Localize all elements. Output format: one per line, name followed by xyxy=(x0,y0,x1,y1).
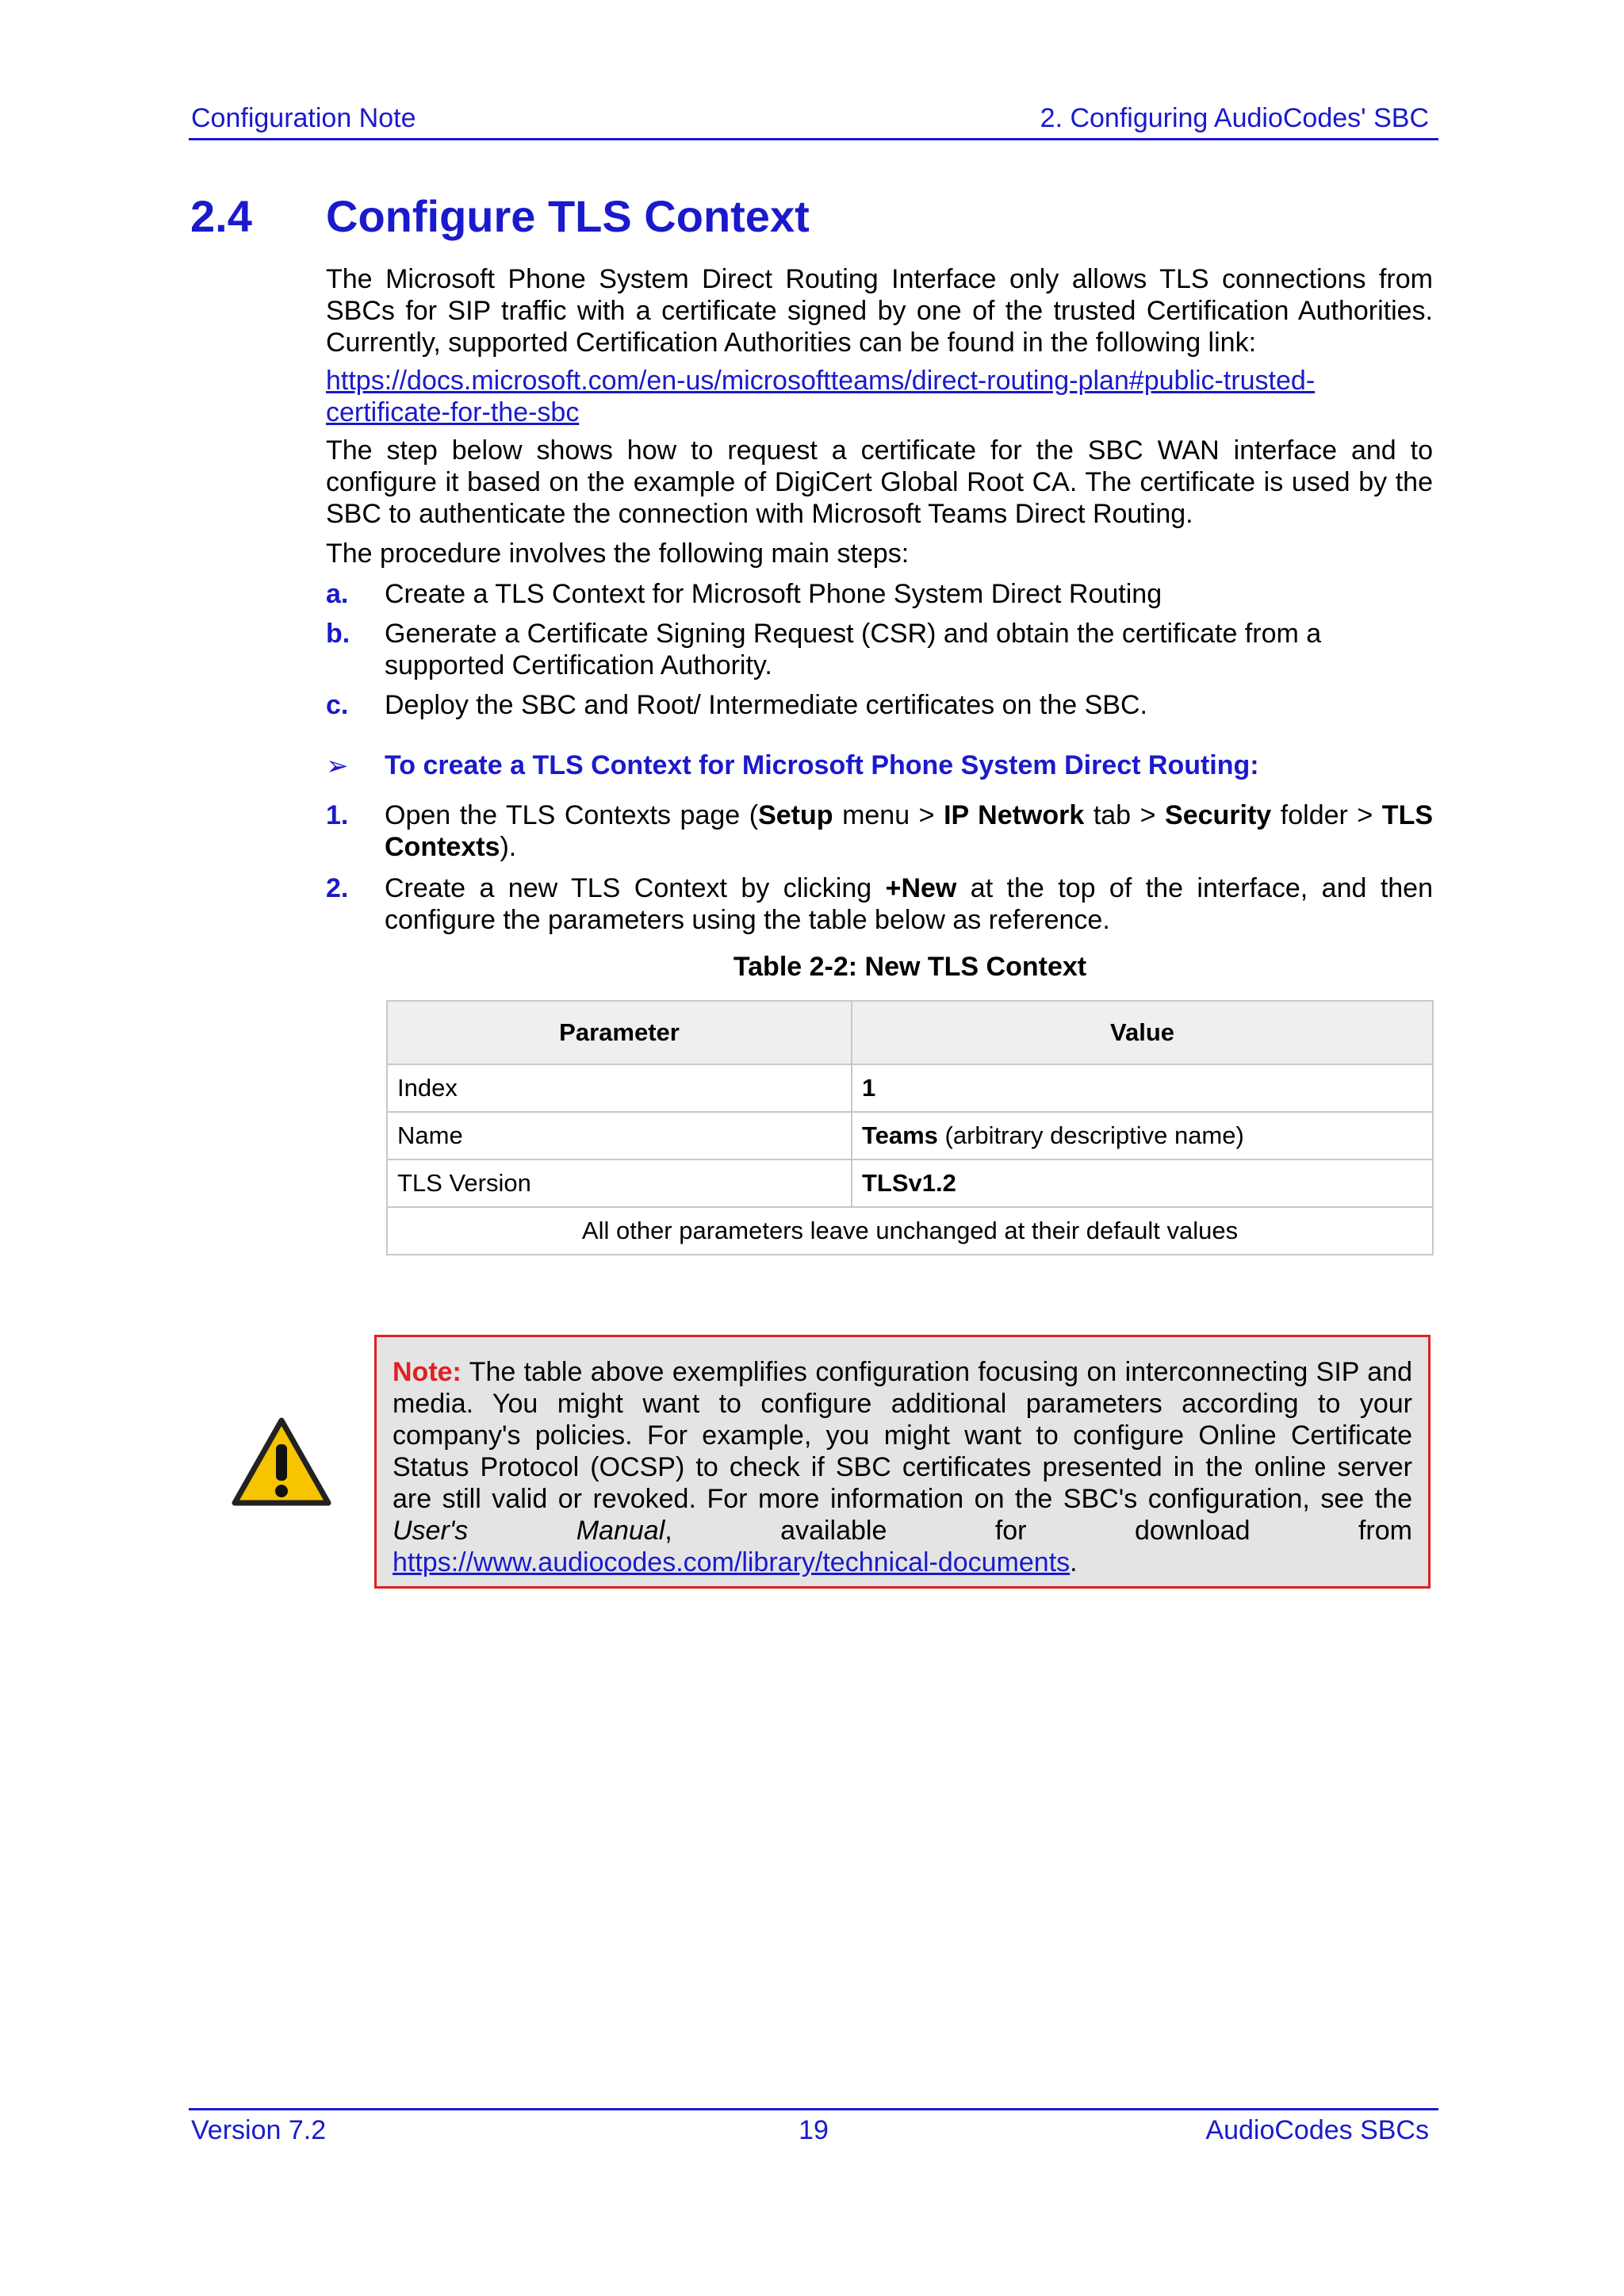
step-text-part: tab > xyxy=(1084,800,1166,830)
table-row xyxy=(387,1159,1433,1207)
value-cell xyxy=(852,1112,1433,1159)
page-number: 19 xyxy=(799,2115,829,2145)
column-header: Parameter xyxy=(387,1001,852,1064)
note-text: . xyxy=(1070,1547,1078,1577)
table-footer-cell: All other parameters leave unchanged at their default values xyxy=(387,1207,1433,1255)
value-bold: Teams xyxy=(862,1121,938,1149)
value-cell xyxy=(852,1159,1433,1207)
table-row xyxy=(387,1064,1433,1112)
list-text: Generate a Certificate Signing Request (CSR) and obtain the certificate from a supported Certification Authority. xyxy=(385,619,1322,680)
value-rest: (arbitrary descriptive name) xyxy=(937,1121,1244,1149)
section-number: 2.4 xyxy=(190,191,252,241)
step-text xyxy=(385,799,1433,863)
step-number: 2. xyxy=(326,873,349,903)
step-text-part: Create a new TLS Context by clicking xyxy=(385,873,886,903)
note-text: The table above exemplifies configuration focusing on interconnecting SIP and media. You might want to configure additional parameters according to your company's policies. For example, you might want to configure Online Certificate Status Protocol (OCSP) to check if SBC certificates presented in the online server are still valid or revoked. For more information on the SBC's configuration, see the xyxy=(393,1357,1412,1514)
footer-version: Version 7.2 xyxy=(191,2115,327,2145)
step-text-part: menu > xyxy=(833,800,944,830)
header-doc-title: Configuration Note xyxy=(191,103,416,133)
note-label: Note: xyxy=(393,1357,462,1387)
list-marker: a. xyxy=(326,579,349,609)
step-text xyxy=(385,872,1433,936)
intro-paragraph-1: The Microsoft Phone System Direct Routing Interface only allows TLS connections from SBCs for SIP traffic with a certificate signed by one of the trusted Certification Authorities. Currently, supported Certification Authorities can be found in the following link: xyxy=(326,264,1433,358)
ms-docs-link-paragraph xyxy=(326,365,1433,428)
note-text: , available for download from xyxy=(665,1516,1412,1546)
value-cell xyxy=(852,1064,1433,1112)
users-manual-title: User's Manual xyxy=(393,1516,665,1546)
footer-product: AudioCodes SBCs xyxy=(1205,2115,1429,2145)
list-marker: c. xyxy=(326,690,349,720)
value-bold: 1 xyxy=(862,1074,876,1102)
step-text-part: Open the TLS Contexts page ( xyxy=(385,800,759,830)
value-bold: TLSv1.2 xyxy=(862,1169,956,1197)
procedure-step-1 xyxy=(326,799,1433,863)
table-header-row xyxy=(387,1001,1433,1064)
list-marker: b. xyxy=(326,619,350,649)
list-item xyxy=(326,689,1433,721)
note-box xyxy=(374,1335,1431,1589)
param-cell: Index xyxy=(387,1064,852,1112)
step-text-part: at the top of the interface, and then configure the parameters using the table below as reference. xyxy=(385,873,1433,935)
list-text: Create a TLS Context for Microsoft Phone System Direct Routing xyxy=(385,579,1162,609)
table-caption: Table 2-2: New TLS Context xyxy=(733,952,1087,982)
ms-docs-link[interactable]: https://docs.microsoft.com/en-us/microsoftteams/direct-routing-plan#public-trusted-certificate-for-the-sbc xyxy=(326,366,1316,427)
step-text-part: ). xyxy=(500,832,517,862)
folder-security: Security xyxy=(1165,800,1272,830)
menu-setup: Setup xyxy=(758,800,833,830)
table-row xyxy=(387,1112,1433,1159)
page-header xyxy=(189,102,1438,140)
list-item xyxy=(326,618,1433,681)
page-tls-contexts: TLS Contexts xyxy=(385,800,1434,862)
header-chapter: 2. Configuring AudioCodes' SBC xyxy=(1040,103,1429,133)
page-footer xyxy=(189,2108,1438,2150)
step-text-part: folder > xyxy=(1271,800,1382,830)
tab-ip-network: IP Network xyxy=(944,800,1085,830)
intro-paragraph-3: The procedure involves the following main steps: xyxy=(326,539,910,569)
procedure-title: To create a TLS Context for Microsoft Phone System Direct Routing: xyxy=(385,750,1259,780)
list-text: Deploy the SBC and Root/ Intermediate certificates on the SBC. xyxy=(385,690,1147,720)
arrow-bullet-icon: ➢ xyxy=(326,751,349,781)
procedure-step-2 xyxy=(326,872,1433,936)
warning-icon xyxy=(230,1416,333,1508)
param-cell: Name xyxy=(387,1112,852,1159)
intro-paragraph-2: The step below shows how to request a certificate for the SBC WAN interface and to configure it based on the example of DigiCert Global Root CA. The certificate is used by the SBC to authenticate the connection with Microsoft Teams Direct Routing. xyxy=(326,435,1433,529)
column-header: Value xyxy=(852,1001,1433,1064)
list-item xyxy=(326,578,1433,610)
section-title: Configure TLS Context xyxy=(326,191,810,241)
step-number: 1. xyxy=(326,800,349,830)
param-cell: TLS Version xyxy=(387,1159,852,1207)
tls-context-table xyxy=(386,1000,1434,1255)
table-row xyxy=(387,1207,1433,1255)
audiocodes-docs-link[interactable]: https://www.audiocodes.com/library/technical-documents xyxy=(393,1547,1071,1577)
intro-block xyxy=(326,263,1433,569)
new-button-label: +New xyxy=(885,873,957,903)
